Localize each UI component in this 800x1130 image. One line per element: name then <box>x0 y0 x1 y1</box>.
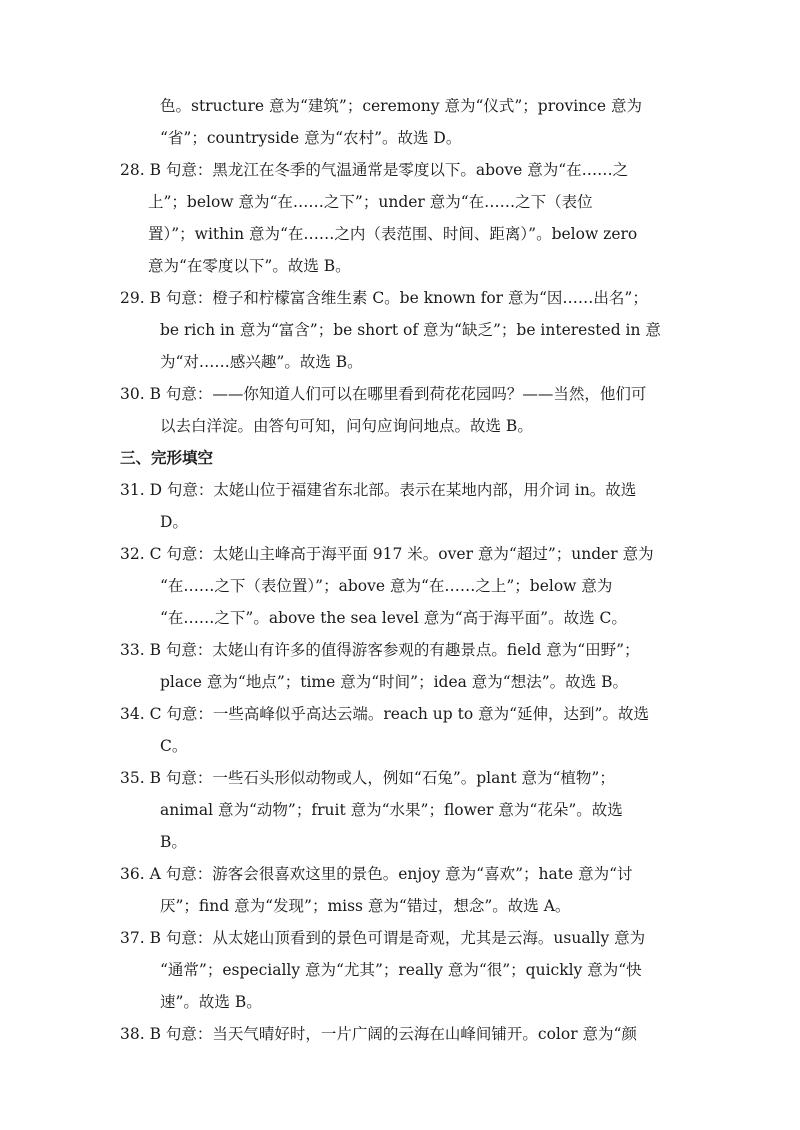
text-line: B。 <box>160 833 187 851</box>
text-line: D。 <box>160 513 188 531</box>
text-line: 置）”；within 意为“在……之内（表范围、时间、距离）”。below zero <box>148 225 638 243</box>
text-line: 以去白洋淀。由答句可知，问句应询问地点。故选 B。 <box>160 417 533 435</box>
text-line: “在……之下（表位置）”；above 意为“在……之上”；below 意为 <box>160 577 613 595</box>
answer-29-line: 29. B 句意：橙子和柠檬富含维生素 C。be known for 意为“因……出名”； <box>120 289 648 307</box>
answer-36-line: 36. A 句意：游客会很喜欢这里的景色。enjoy 意为“喜欢”；hate 意为“讨 <box>120 865 633 883</box>
answer-37-line: 37. B 句意：从太姥山顶看到的景色可谓是奇观，尤其是云海。usually 意为 <box>120 929 646 947</box>
text-line: C。 <box>160 737 188 755</box>
text-line: be rich in 意为“富含”；be short of 意为“缺乏”；be interested in 意 <box>160 321 661 339</box>
answer-38-line: 38. B 句意：当天气晴好时，一片广阔的云海在山峰间铺开。color 意为“颜 <box>120 1025 637 1043</box>
text-line: 速”。故选 B。 <box>160 993 262 1011</box>
text-line: place 意为“地点”；time 意为“时间”；idea 意为“想法”。故选 B。 <box>160 673 628 691</box>
answer-33-line: 33. B 句意：太姥山有许多的值得游客参观的有趣景点。field 意为“田野”； <box>120 641 640 659</box>
section-heading: 三、完形填空 <box>120 448 214 467</box>
text-line: “通常”；especially 意为“尤其”；really 意为“很”；quickly 意为“快 <box>160 961 642 979</box>
answer-30-line: 30. B 句意：——你知道人们可以在哪里看到荷花花园吗？——当然，他们可 <box>120 385 647 403</box>
text-line: “在……之下”。above the sea level 意为“高于海平面”。故选 C。 <box>160 609 627 627</box>
answer-28-line: 28. B 句意：黑龙江在冬季的气温通常是零度以下。above 意为“在……之 <box>120 161 629 179</box>
text-line: 为“对……感兴趣”。故选 B。 <box>160 353 363 371</box>
text-line: “省”；countryside 意为“农村”。故选 D。 <box>160 129 462 147</box>
answer-35-line: 35. B 句意：一些石头形似动物或人，例如“石兔”。plant 意为“植物”； <box>120 769 615 787</box>
text-line: 厌”；find 意为“发现”；miss 意为“错过，想念”。故选 A。 <box>160 897 571 915</box>
text-line: 色。structure 意为“建筑”；ceremony 意为“仪式”；province 意为 <box>160 97 642 115</box>
answer-31-line: 31. D 句意：太姥山位于福建省东北部。表示在某地内部，用介词 in。故选 <box>120 481 637 499</box>
answer-32-line: 32. C 句意：太姥山主峰高于海平面 917 米。over 意为“超过”；under 意为 <box>120 545 654 563</box>
text-line: animal 意为“动物”；fruit 意为“水果”；flower 意为“花朵”。故选 <box>160 801 623 819</box>
text-line: 意为“在零度以下”。故选 B。 <box>148 257 351 275</box>
answer-34-line: 34. C 句意：一些高峰似乎高达云端。reach up to 意为“延伸，达到”。故选 <box>120 705 649 723</box>
text-line: 上”；below 意为“在……之下”；under 意为“在……之下（表位 <box>148 193 593 211</box>
